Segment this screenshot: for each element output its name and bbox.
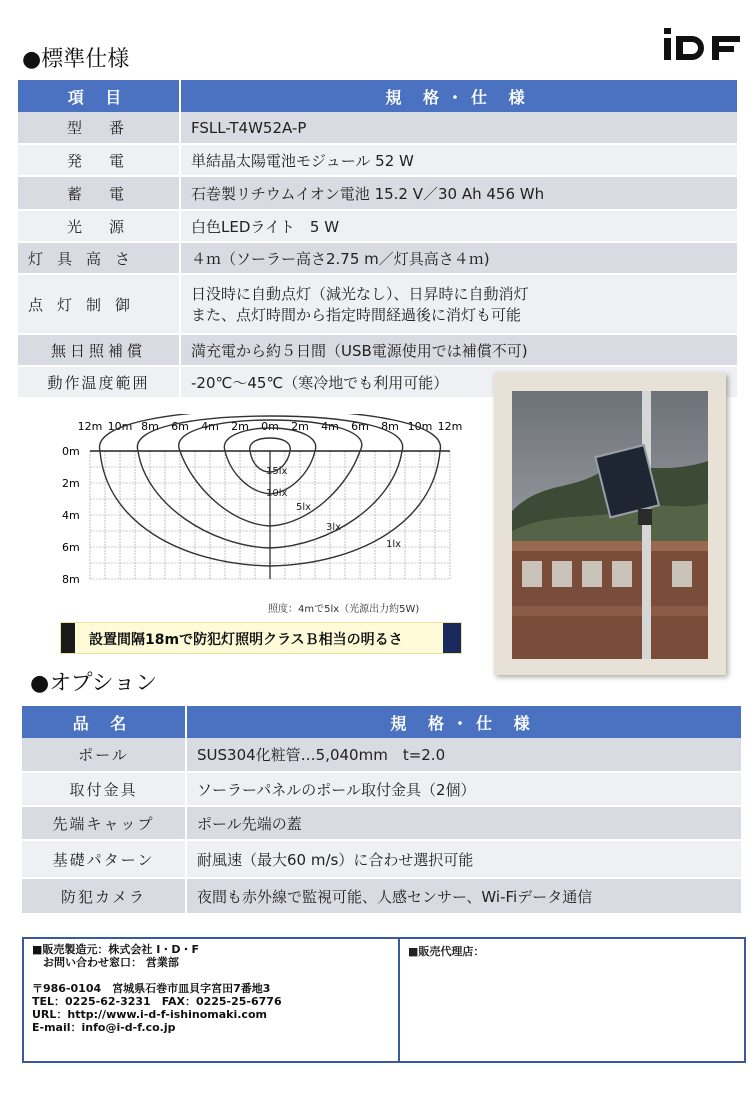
x-tick-label: 4m [321, 420, 339, 433]
contour-label: 10lx [266, 488, 288, 499]
table-row: 取付金具 ソーラーパネルのポール取付金具（2個） [22, 772, 742, 806]
x-tick-label: 12m [437, 420, 463, 433]
x-tick-label: 6m [171, 420, 189, 433]
x-tick-label: 0m [261, 420, 279, 433]
col-header-spec: 規 格・仕 様 [180, 80, 738, 112]
y-tick-label: 8m [62, 573, 80, 586]
table-row: 発 電 単結晶太陽電池モジュール 52 W [18, 144, 738, 176]
standard-spec-heading: ●標準仕様 [22, 47, 130, 72]
x-tick-label: 6m [351, 420, 369, 433]
illuminance-diagram [60, 414, 470, 594]
y-tick-labels [62, 445, 80, 586]
table-row: 動作温度範囲 -20℃～45℃（寒冷地でも利用可能） [18, 366, 738, 398]
banner-text: 設置間隔18mで防犯灯照明クラスＢ相当の明るさ [89, 632, 403, 648]
table-row: 蓄 電 石巻製リチウムイオン電池 15.2 V／30 Ah 456 Wh [18, 176, 738, 210]
illuminance-note: 照度：4mで5lx（光源出力約5W) [268, 604, 420, 615]
x-tick-label: 8m [381, 420, 399, 433]
y-tick-label: 4m [62, 509, 80, 522]
x-tick-label: 10m [107, 420, 133, 433]
standard-spec-table [18, 80, 739, 399]
table-row: 防犯カメラ 夜間も赤外線で監視可能、人感センサー、Wi-Fiデータ通信 [22, 878, 742, 914]
table-row: 先端キャップ ポール先端の蓋 [22, 806, 742, 840]
manufacturer-info: ■販売製造元：株式会社 I・D・F お問い合わせ窓口： 営業部 〒986-0104 宮城県石巻市皿貝字宮田7番地3 TEL：0225-62-3231 FAX：0225-25-6776 URL：http://www.i-d-f-ishinomaki.com E-mail：info@i-d-f.co.jp [32, 943, 282, 1034]
table-row: 基礎パターン 耐風速（最大60 m/s）に合わせ選択可能 [22, 840, 742, 878]
options-heading: ●オプション [30, 671, 158, 696]
table-row: 灯具高さ ４ｍ（ソーラー高さ2.75 m／灯具高さ４ｍ) [18, 242, 738, 274]
contour-label: 1lx [386, 539, 402, 550]
contour-label: 3lx [326, 522, 342, 533]
x-tick-label: 10m [407, 420, 433, 433]
installation-photo [512, 391, 708, 659]
y-tick-label: 6m [62, 541, 80, 554]
table-row: 光 源 白色LEDライト 5 W [18, 210, 738, 242]
col-header-item: 項 目 [18, 80, 180, 112]
x-tick-label: 4m [201, 420, 219, 433]
col-header-product: 品 名 [22, 706, 186, 738]
photo-frame [494, 373, 726, 675]
table-row: 型 番 FSLL-T4W52A-P [18, 112, 738, 144]
contact-box [22, 937, 746, 1063]
y-tick-label: 0m [62, 445, 80, 458]
x-tick-label: 12m [77, 420, 103, 433]
table-row: 点灯制御 日没時に自動点灯（減光なし）、日昇時に自動消灯 また、点灯時間から指定時間経過後に消灯も可能 [18, 274, 738, 334]
options-table [22, 706, 743, 915]
spacing-banner [60, 622, 462, 654]
x-tick-label: 2m [291, 420, 309, 433]
contour-label: 15lx [266, 466, 288, 477]
x-tick-label: 2m [231, 420, 249, 433]
contour-label: 5lx [296, 502, 312, 513]
col-header-spec: 規 格・仕 様 [186, 706, 742, 738]
table-row: ポール SUS304化粧管…5,040mm t=2.0 [22, 738, 742, 772]
table-row: 無日照補償 満充電から約５日間（USB電源使用では補償不可) [18, 334, 738, 366]
idf-logo [664, 28, 742, 62]
agent-label: ■販売代理店： [408, 945, 485, 958]
y-tick-label: 2m [62, 477, 80, 490]
x-tick-label: 8m [141, 420, 159, 433]
